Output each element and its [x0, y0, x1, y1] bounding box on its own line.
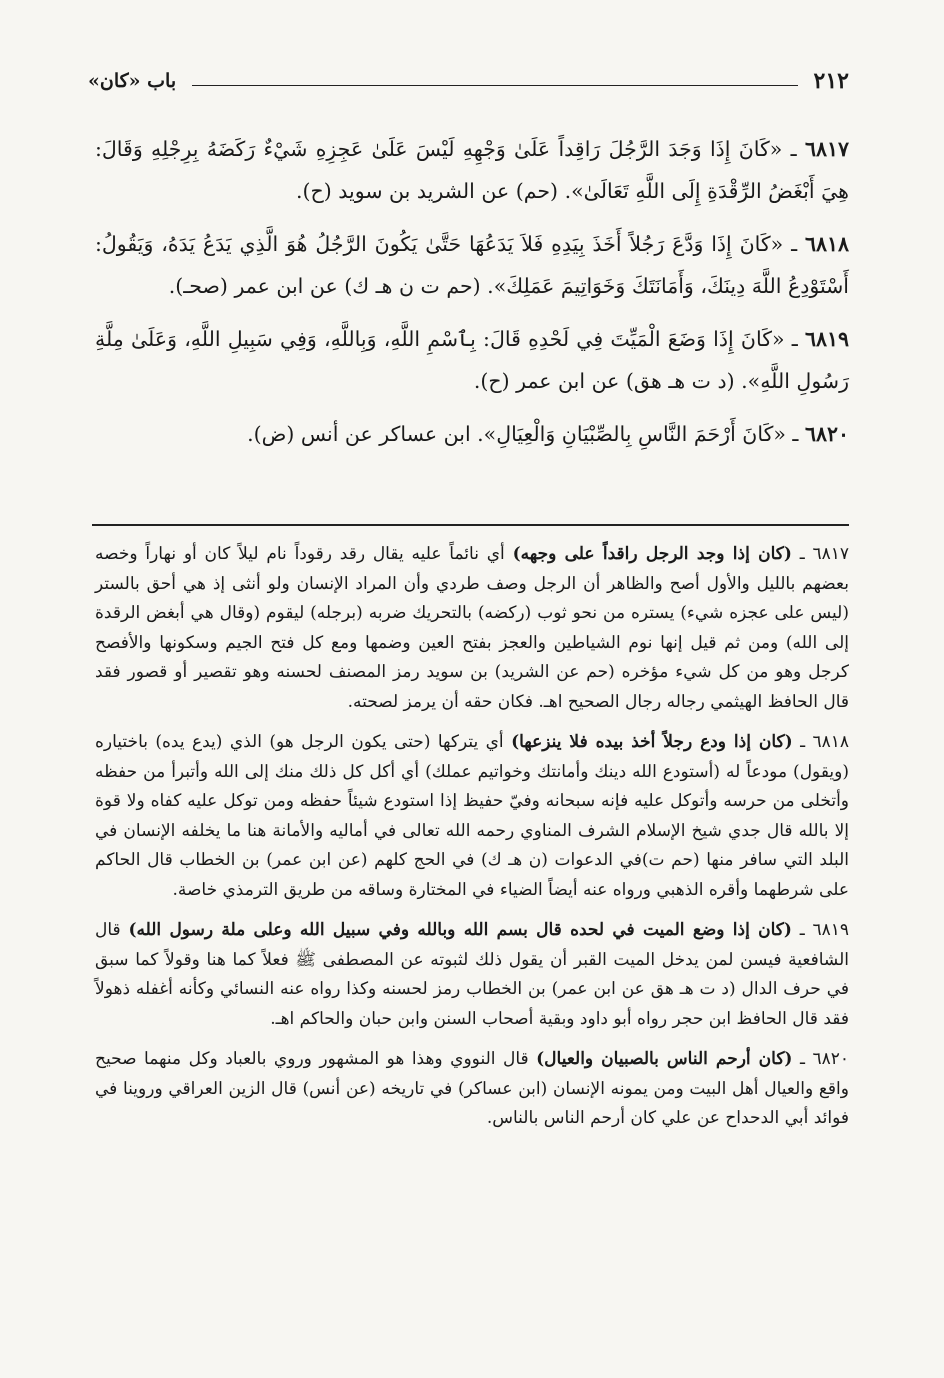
hadith-number: ٦٨١٩: [804, 327, 849, 351]
commentary-entry: ٦٨١٧ ـ (كان إذا وجد الرجل راقداً على وجهه) أي نائماً عليه يقال رقد رقوداً نام ليلاً كان أو نهاراً وخصه بعضهم بالليل والأول أصح والظاهر أن الرجل وصف طردي وأن المراد الإنسان ولو أنثى إذ هي أحق بالستر (ليس على عجزه شيء) يستره من نحو ثوب (ركضه) بالتحريك ضربه (برجله) ليقوم (وقال هي أبغض الرقدة إلى الله) ومن ثم قيل إنها نوم الشياطين والعجز بفتح العين وضمها ومع كل فتح الجيم وسكونها والأفصح كرجل وهو من كل شيء مؤخره (حم عن الشريد) بن سويد رمز المصنف لحسنه وهو تقصير أو قصور فقد قال الحافظ الهيثمي رجاله رجال الصحيح اهـ. فكان حقه أن يرمز لصحته.: [95, 544, 850, 712]
hadith-number: ٦٨١٧: [804, 137, 849, 161]
hadith-text: «كَانَ إِذَا وَجَدَ الرَّجُلَ رَاقِداً عَلَىٰ وَجْهِهِ لَيْسَ عَلَىٰ عَجِزِهِ شَيْءٌ رَكَضَهُ بِرِجْلِهِ وَقَالَ: هِيَ أَبْغَضُ الرِّقْدَةِ إِلَى اللَّهِ تَعَالَىٰ». (حم) عن الشريد بن سويد (ح).: [95, 137, 849, 203]
commentary-text: أي نائماً عليه يقال رقد رقوداً نام ليلاً كان أو نهاراً وخصه بعضهم بالليل والأول أصح والظاهر أن الرجل وصف طردي وأن المراد الإنسان ولو أنثى إذ هي أحق بالستر (ليس على عجزه شيء) يستره من نحو ثوب (ركضه) بالتحريك ضربه (برجله) ليقوم (وقال هي أبغض الرقدة إلى الله) ومن ثم قيل إنها نوم الشياطين والعجز بفتح العين وضمها ومع كل فتح الجيم وسكونها والأفصح كرجل وهو من كل شيء مؤخره (حم عن الشريد) بن سويد رمز المصنف لحسنه وهو تقصير أو قصور فقد قال الحافظ الهيثمي رجاله رجال الصحيح اهـ. فكان حقه أن يرمز لصحته.: [95, 544, 849, 712]
header-rule: [192, 85, 797, 86]
hadith-number: ٦٨١٨: [804, 232, 850, 256]
commentary-number: ٦٨١٧: [812, 544, 850, 564]
section-divider: [92, 524, 849, 526]
hadith-number: ٦٨٢٠: [804, 422, 849, 446]
commentary-section: [95, 540, 849, 1145]
commentary-entry: ٦٨١٨ ـ (كان إذا ودع رجلاً أخذ بيده فلا ينزعها) أي يتركها (حتى يكون الرجل هو) الذي (يدع يده) باختياره (ويقول) مودعاً له (أستودع الله دينك وأمانتك وخواتيم عملك) أي أكل كل ذلك منك إلى الله وأتبرأ من حفظه وأتخلى من حرسه وأتوكل عليه فإنه سبحانه وفيّ حفيظ إذا استودع شيئاً حفظه ومن توكل عليه كفاه ولا قوة إلا بالله قال جدي شيخ الإسلام الشرف المناوي رحمه الله تعالى في أماليه والأمانة هنا ما يخلفه الإنسان في البلد التي سافر منها (حم ت)في الدعوات (ن هـ ك) في الحج كلهم (عن ابن عمر) بن الخطاب قال الحاكم على شرطهما وأقره الذهبي ورواه عنه أيضاً الضياء في المختارة وساقه من طريق الترمذي خاصة.: [95, 732, 850, 900]
hadith-entry: ٦٨٢٠ ـ «كَانَ أَرْحَمَ النَّاسِ بِالصِّبْيَانِ وَالْعِيَالِ». ابن عساكر عن أنس (ض).: [247, 422, 849, 446]
commentary-text: قال النووي وهذا هو المشهور وروي بالعباد وكل منهما صحيح واقع والعيال أهل البيت ومن يمونه الإنسان (ابن عساكر) في تاريخه (عن أنس) قال الزين العراقي وروينا في فوائد أبي الدحداح عن علي كان أرحم الناس بالناس.: [95, 1049, 849, 1128]
hadith-text: «كَانَ إِذَا وَدَّعَ رَجُلاً أَخَذَ بِيَدِهِ فَلاَ يَدَعُهَا حَتَّىٰ يَكُونَ الرَّجُلُ هُوَ الَّذِي يَدَعُ يَدَهُ، وَيَقُولُ: أَسْتَوْدِعُ اللَّهَ دِينَكَ، وَأَمَانَتَكَ وَخَوَاتِيمَ عَمَلِكَ». (حم ت ن هـ ك) عن ابن عمر (صحـ).: [95, 232, 849, 298]
hadith-entry: ٦٨١٩ ـ «كَانَ إِذَا وَضَعَ الْمَيِّتَ فِي لَحْدِهِ قَالَ: بِٱسْمِ اللَّهِ، وَبِاللَّهِ، وَفِي سَبِيلِ اللَّهِ، وَعَلَىٰ مِلَّةِ رَسُولِ اللَّهِ». (د ت هـ هق) عن ابن عمر (ح).: [95, 327, 849, 393]
commentary-entry: ٦٨١٩ ـ (كان إذا وضع الميت في لحده قال بسم الله وبالله وفي سبيل الله وعلى ملة رسول الله) قال الشافعية فيسن لمن يدخل الميت القبر أن يقول ذلك لثبوته عن المصطفى ﷺ فعلاً كما هنا وقولاً كما سبق في حرف الدال (د ت هـ هق عن ابن عمر) بن الخطاب رمز لحسنه وكذا رواه عنه النسائي وكأنه أغفله ذهولاً فقد قال الحافظ ابن حجر رواه أبو داود وبقية أصحاب السنن وابن حبان والحاكم اهـ.: [95, 920, 849, 1029]
commentary-number: ٦٨٢٠: [812, 1049, 849, 1069]
commentary-entry: ٦٨٢٠ ـ (كان أرحم الناس بالصبيان والعيال) قال النووي وهذا هو المشهور وروي بالعباد وكل منهما صحيح واقع والعيال أهل البيت ومن يمونه الإنسان (ابن عساكر) في تاريخه (عن أنس) قال الزين العراقي وروينا في فوائد أبي الدحداح عن علي كان أرحم الناس بالناس.: [95, 1049, 849, 1128]
commentary-lead: (كان أرحم الناس بالصبيان والعيال): [536, 1049, 793, 1069]
commentary-lead: (كان إذا وجد الرجل راقداً على وجهه): [512, 544, 792, 564]
hadith-text: «كَانَ إِذَا وَضَعَ الْمَيِّتَ فِي لَحْدِهِ قَالَ: بِٱسْمِ اللَّهِ، وَبِاللَّهِ، وَفِي سَبِيلِ اللَّهِ، وَعَلَىٰ مِلَّةِ رَسُولِ اللَّهِ». (د ت هـ هق) عن ابن عمر (ح).: [95, 327, 849, 393]
commentary-number: ٦٨١٨: [812, 732, 850, 752]
commentary-text: قال الشافعية فيسن لمن يدخل الميت القبر أن يقول ذلك لثبوته عن المصطفى ﷺ فعلاً كما هنا وقولاً كما سبق في حرف الدال (د ت هـ هق عن ابن عمر) بن الخطاب رمز لحسنه وكذا رواه عنه النسائي وكأنه أغفله ذهولاً فقد قال الحافظ ابن حجر رواه أبو داود وبقية أصحاب السنن وابن حبان والحاكم اهـ.: [95, 920, 849, 1029]
hadith-text-section: [95, 128, 849, 466]
page-number: ٢١٢: [813, 68, 849, 94]
commentary-text: أي يتركها (حتى يكون الرجل هو) الذي (يدع يده) باختياره (ويقول) مودعاً له (أستودع الله دينك وأمانتك وخواتيم عملك) أي أكل كل ذلك منك إلى الله وأتبرأ من حفظه وأتخلى من حرسه وأتوكل عليه فإنه سبحانه وفيّ حفيظ إذا استودع شيئاً حفظه ومن توكل عليه كفاه ولا قوة إلا بالله قال جدي شيخ الإسلام الشرف المناوي رحمه الله تعالى في أماليه والأمانة هنا ما يخلفه الإنسان في البلد التي سافر منها (حم ت)في الدعوات (ن هـ ك) في الحج كلهم (عن ابن عمر) بن الخطاب قال الحاكم على شرطهما وأقره الذهبي ورواه عنه أيضاً الضياء في المختارة وساقه من طريق الترمذي خاصة.: [95, 732, 850, 900]
commentary-lead: (كان إذا وضع الميت في لحده قال بسم الله وبالله وفي سبيل الله وعلى ملة رسول الله): [128, 920, 792, 940]
hadith-text: «كَانَ أَرْحَمَ النَّاسِ بِالصِّبْيَانِ وَالْعِيَالِ». ابن عساكر عن أنس (ض).: [247, 422, 786, 446]
page-header: [88, 66, 849, 96]
commentary-number: ٦٨١٩: [812, 920, 849, 940]
hadith-entry: ٦٨١٨ ـ «كَانَ إِذَا وَدَّعَ رَجُلاً أَخَذَ بِيَدِهِ فَلاَ يَدَعُهَا حَتَّىٰ يَكُونَ الرَّجُلُ هُوَ الَّذِي يَدَعُ يَدَهُ، وَيَقُولُ: أَسْتَوْدِعُ اللَّهَ دِينَكَ، وَأَمَانَتَكَ وَخَوَاتِيمَ عَمَلِكَ». (حم ت ن هـ ك) عن ابن عمر (صحـ).: [95, 232, 850, 298]
commentary-lead: (كان إذا ودع رجلاً أخذ بيده فلا ينزعها): [511, 732, 793, 752]
chapter-title: باب «كان»: [88, 70, 177, 92]
hadith-entry: ٦٨١٧ ـ «كَانَ إِذَا وَجَدَ الرَّجُلَ رَاقِداً عَلَىٰ وَجْهِهِ لَيْسَ عَلَىٰ عَجِزِهِ شَيْءٌ رَكَضَهُ بِرِجْلِهِ وَقَالَ: هِيَ أَبْغَضُ الرِّقْدَةِ إِلَى اللَّهِ تَعَالَىٰ». (حم) عن الشريد بن سويد (ح).: [95, 137, 849, 203]
